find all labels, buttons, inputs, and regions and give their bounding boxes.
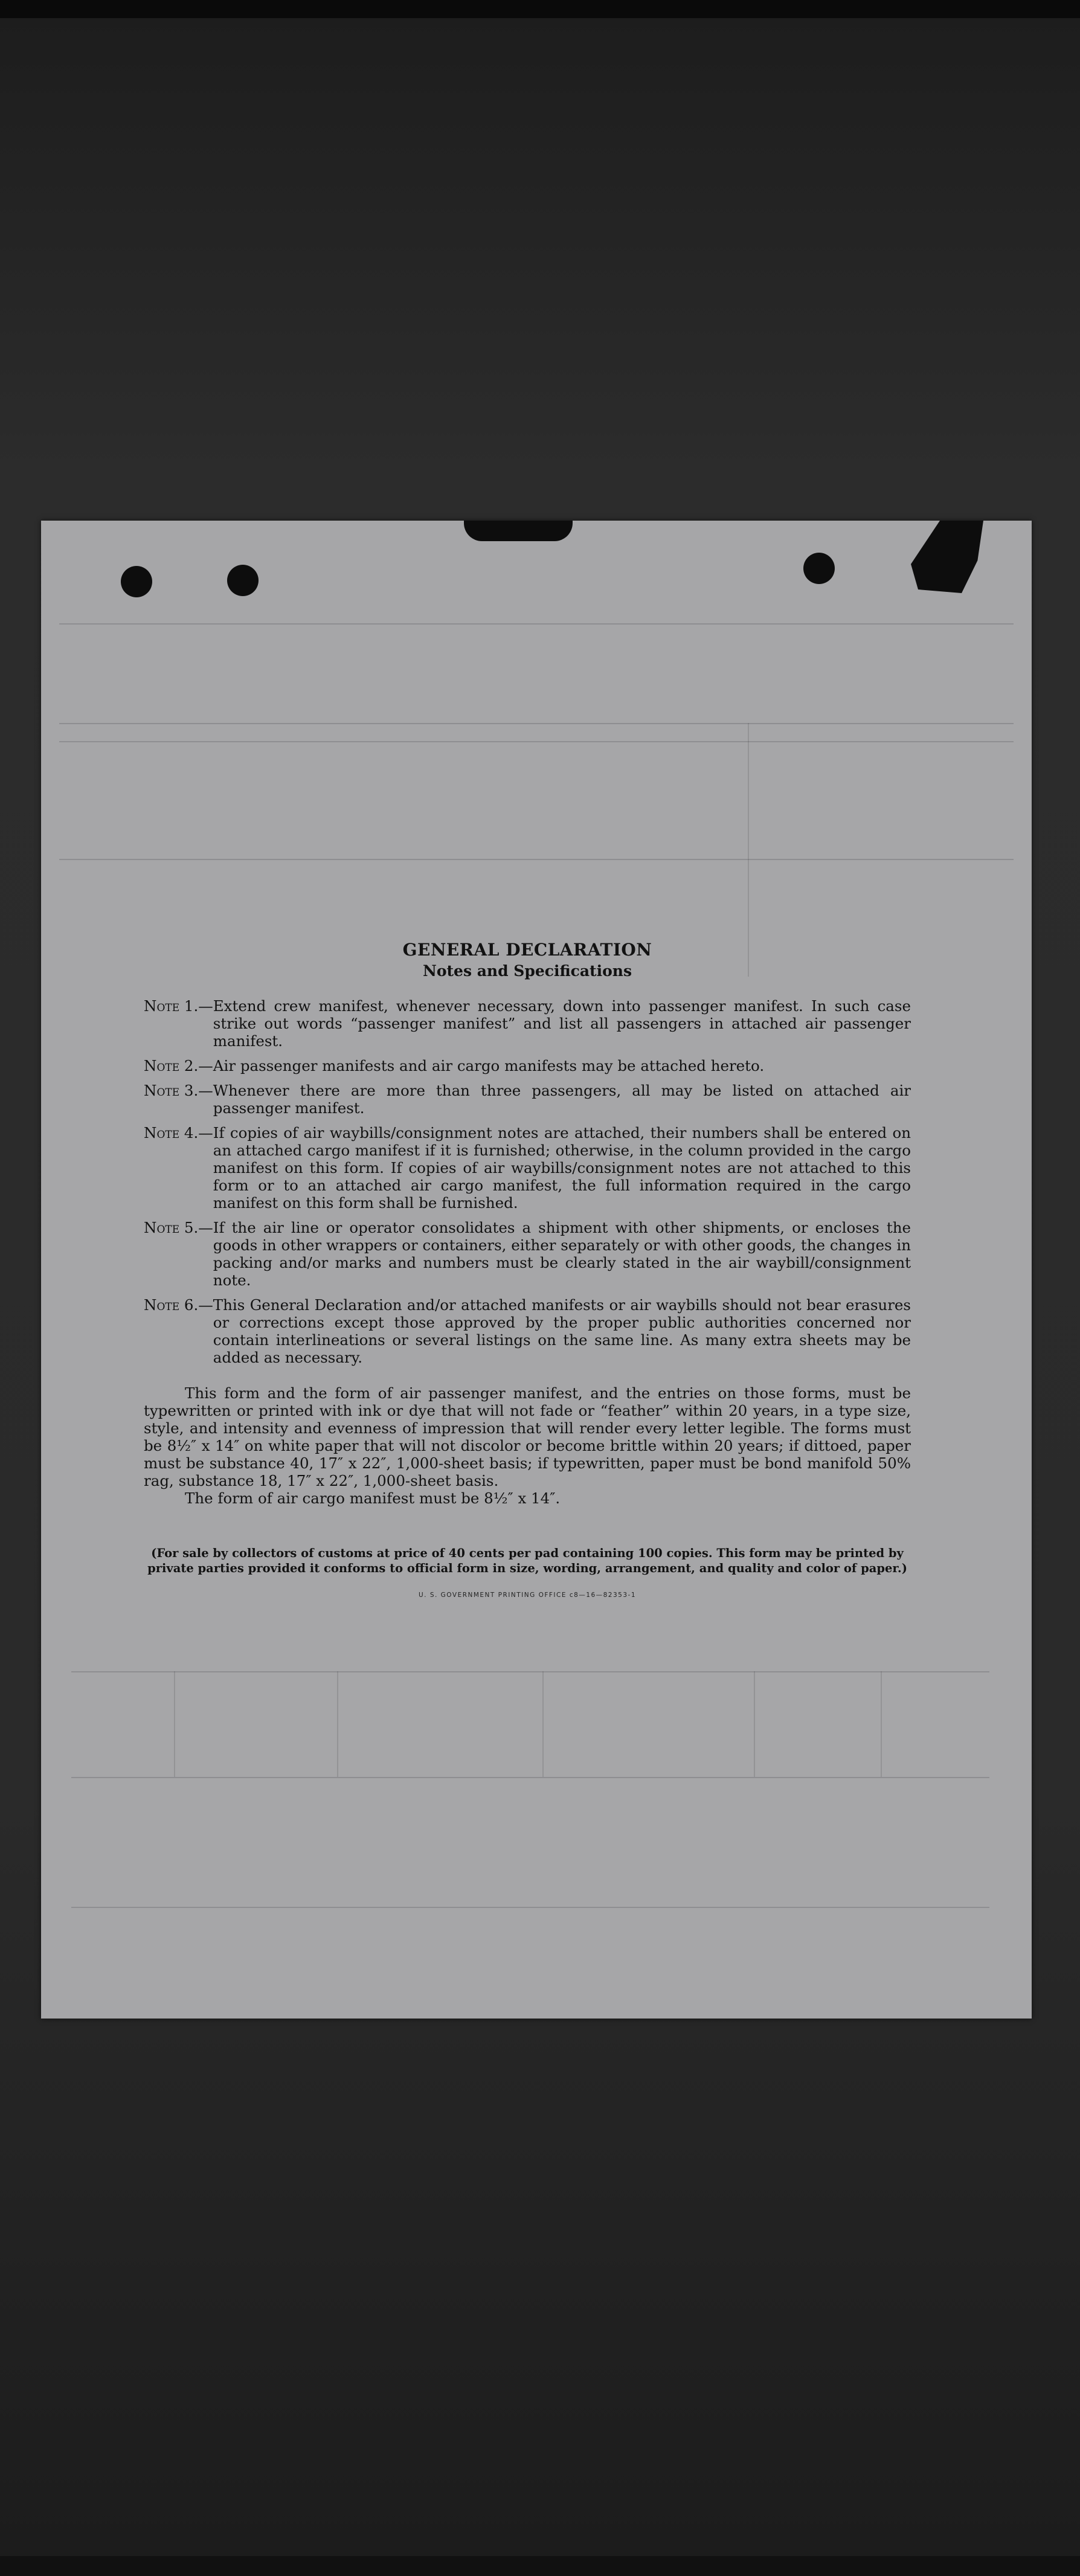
ghost-column bbox=[748, 723, 749, 977]
punch-hole-center-left bbox=[227, 565, 259, 596]
document-subtitle: Notes and Specifications bbox=[422, 962, 632, 980]
note-text: This General Declaration and/or attached manifests or air waybills should not bear erasures or corrections except those approved by the proper public authorities concerned nor contain interlineations or several listings on the same line. As many extra sheets may be added as necessary. bbox=[213, 1296, 911, 1366]
film-border-bottom bbox=[0, 2556, 1080, 2576]
ghost-column bbox=[174, 1671, 175, 1777]
ghost-rule bbox=[59, 859, 1014, 860]
ghost-column bbox=[881, 1671, 882, 1777]
ghost-column bbox=[337, 1671, 338, 1777]
note-label: Note 6.— bbox=[144, 1296, 213, 1314]
ghost-rule bbox=[59, 741, 1014, 742]
film-border-top bbox=[0, 0, 1080, 18]
ghost-column bbox=[542, 1671, 544, 1777]
torn-edge bbox=[464, 521, 573, 541]
sale-notice: (For sale by collectors of customs at price of 40 cents per pad containing 100 copies. This form may be printed by private parties provided it conforms to official form in size, wording, arrangement, and quality and color of paper.) bbox=[147, 1546, 907, 1575]
punch-hole-right bbox=[803, 553, 835, 584]
cargo-manifest-size-line: The form of air cargo manifest must be 8½″ x 14″. bbox=[185, 1489, 561, 1507]
note-label: Note 2.— bbox=[144, 1057, 213, 1074]
ghost-rule bbox=[59, 623, 1014, 625]
note-label: Note 4.— bbox=[144, 1124, 213, 1142]
notes-content bbox=[144, 939, 911, 1599]
ghost-rule bbox=[71, 1671, 989, 1672]
note-label: Note 5.— bbox=[144, 1219, 213, 1236]
punch-hole-left bbox=[121, 566, 152, 597]
ghost-rule bbox=[71, 1907, 989, 1908]
note-text: Whenever there are more than three passengers, all may be listed on attached air passenger manifest. bbox=[213, 1082, 911, 1117]
note-label: Note 1.— bbox=[144, 997, 213, 1015]
note-4 bbox=[144, 1124, 911, 1212]
note-5 bbox=[144, 1219, 911, 1289]
note-label: Note 3.— bbox=[144, 1082, 213, 1099]
torn-corner bbox=[911, 521, 983, 593]
note-3 bbox=[144, 1082, 911, 1117]
note-text: Air passenger manifests and air cargo manifests may be attached hereto. bbox=[213, 1057, 765, 1074]
form-requirements-paragraph: This form and the form of air passenger manifest, and the entries on those forms, must be typewritten or printed with ink or dye that will not fade or “feather” within 20 years, in a type size, style, and intensity and evenness of impression that will render every letter legible. The forms must be 8½″ x 14″ on white paper that will not discolor or become brittle within 20 years; if dittoed, paper must be substance 40, 17″ x 22″, 1,000-sheet basis; if typewritten, paper must be bond manifold 50% rag, substance 18, 17″ x 22″, 1,000-sheet basis. bbox=[144, 1384, 911, 1489]
note-2 bbox=[144, 1057, 911, 1074]
note-text: If copies of air waybills/consignment notes are attached, their numbers shall be entered on an attached cargo manifest if it is furnished; otherwise, in the column provided in the cargo manifest on this form. If copies of air waybills/consignment notes are not attached to this form or to an attached air cargo manifest, the full information required in the cargo manifest on this form shall be furnished. bbox=[213, 1124, 911, 1212]
printing-office-imprint: U. S. GOVERNMENT PRINTING OFFICE c8—16—82353-1 bbox=[418, 1592, 637, 1599]
document-title: GENERAL DECLARATION bbox=[402, 940, 652, 960]
note-1 bbox=[144, 997, 911, 1050]
ghost-column bbox=[754, 1671, 755, 1777]
note-text: Extend crew manifest, whenever necessary, down into passenger manifest. In such case strike out words “passenger manifest” and list all passengers in attached air passenger manifest. bbox=[213, 997, 911, 1050]
ghost-rule bbox=[71, 1777, 989, 1778]
note-text: If the air line or operator consolidates a shipment with other shipments, or encloses the goods in other wrappers or containers, either separately or with other goods, the changes in packing and/or marks and numbers must be clearly stated in the air waybill/consignment note. bbox=[213, 1219, 911, 1289]
note-6 bbox=[144, 1296, 911, 1366]
ghost-rule bbox=[59, 723, 1014, 724]
